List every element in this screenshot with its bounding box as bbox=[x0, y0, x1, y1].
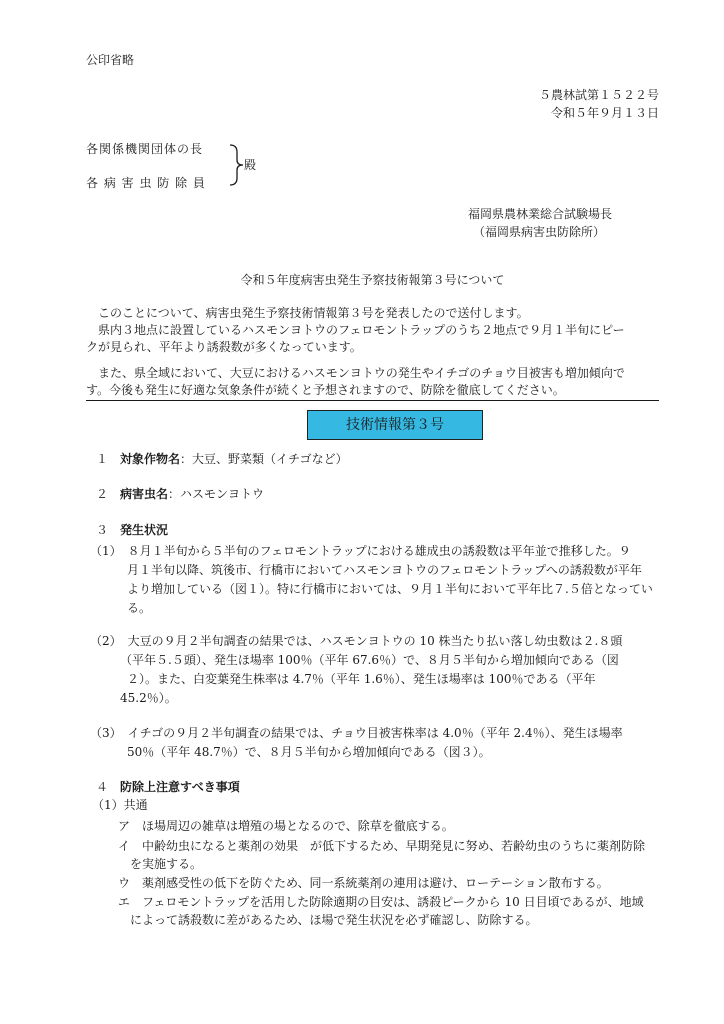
section-2-number: ２ bbox=[96, 487, 109, 501]
recipient-line-1: 各関係機関団体の長 bbox=[86, 142, 204, 156]
section-2-label: 病害虫名 bbox=[120, 487, 169, 501]
section-1-number: １ bbox=[96, 452, 109, 466]
section-1-value: ：大豆、野菜類（イチゴなど） bbox=[180, 452, 348, 466]
document-date: 令和５年９月１３日 bbox=[550, 106, 659, 120]
section-4-label: 防除上注意すべき事項 bbox=[120, 780, 240, 794]
sender-line-1: 福岡県農林業総合試験場長 bbox=[468, 207, 613, 221]
status-item-2-line-3: ２）。また、白変葉発生株率は 4.7％（平年 1.6％）、発生ほ場率は 100％である（平年 bbox=[127, 672, 596, 686]
measures-common-heading: （1）共通 bbox=[92, 798, 148, 812]
measure-e-line-1: エ フェロモントラップを活用した防除適期の目安は、誘殺ピークから 10 日目頃であるが、地域 bbox=[118, 895, 644, 909]
recipient-line-2: 各 病 害 虫 防 除 員 bbox=[86, 176, 206, 190]
intro-paragraph-2-line-2: クが見られ、平年より誘殺数が多くなっています。 bbox=[86, 340, 362, 354]
intro-paragraph-1: このことについて、病害虫発生予察技術情報第３号を発表したので送付します。 bbox=[98, 306, 529, 320]
status-item-1-line-1: （1） ８月１半旬から５半旬のフェロモントラップにおける雄成虫の誘殺数は平年並で推移した。９ bbox=[90, 544, 631, 558]
status-item-1-line-2: 月１半旬以降、筑後市、行橋市においてハスモンヨトウのフェロモントラップへの誘殺数が平年 bbox=[127, 563, 642, 577]
section-1-label: 対象作物名 bbox=[120, 452, 181, 466]
section-2-value: ：ハスモンヨトウ bbox=[168, 487, 265, 501]
document-number: ５農林試第１５２２号 bbox=[538, 88, 659, 102]
status-item-3-line-2: 50％（平年 48.7％）で、８月５半旬から増加傾向である（図３）。 bbox=[127, 745, 491, 759]
measure-i-line-1: イ 中齢幼虫になると薬剤の効果 が低下するため、早期発見に努め、若齢幼虫のうちに薬剤防除 bbox=[118, 839, 646, 853]
technical-info-title: 技術情報第３号 bbox=[307, 410, 483, 440]
intro-paragraph-2-line-1: 県内３地点に設置しているハスモンヨトウのフェロモントラップのうち２地点で９月１半旬にピー bbox=[98, 323, 625, 337]
measure-i-line-2: を実施する。 bbox=[130, 857, 203, 871]
section-divider bbox=[86, 400, 659, 401]
measure-u: ウ 薬剤感受性の低下を防ぐため、同一系統薬剤の連用は避け、ローテーション散布する。 bbox=[118, 876, 609, 890]
measure-a: ア ほ場周辺の雑草は増殖の場となるので、除草を徹底する。 bbox=[118, 819, 454, 833]
section-4-heading bbox=[96, 779, 240, 795]
section-1-heading bbox=[96, 451, 348, 467]
recipient-honorific: 殿 bbox=[244, 158, 257, 172]
sender-line-2: （福岡県病害虫防除所） bbox=[473, 225, 606, 239]
document-subject: 令和５年度病害虫発生予察技術報第３号について bbox=[240, 273, 505, 287]
section-2-heading bbox=[96, 486, 264, 502]
section-3-number: ３ bbox=[96, 523, 109, 537]
section-4-number: ４ bbox=[96, 780, 109, 794]
intro-paragraph-3-line-1: また、県全域において、大豆におけるハスモンヨトウの発生やイチゴのチョウ目被害も増加傾向で bbox=[98, 366, 625, 380]
status-item-3-line-1: （3） イチゴの９月２半旬調査の結果では、チョウ目被害株率は 4.0％（平年 2.4％）、発生ほ場率 bbox=[90, 726, 623, 740]
seal-omitted-note: 公印省略 bbox=[86, 53, 135, 67]
status-item-1-line-3: より増加している（図１）。特に行橋市においては、９月１半旬において平年比７.５倍となってい bbox=[127, 582, 653, 596]
section-3-heading bbox=[96, 522, 168, 538]
measure-e-line-2: によって誘殺数に差があるため、ほ場で発生状況を必ず確認し、防除する。 bbox=[130, 913, 538, 927]
status-item-1-line-4: る。 bbox=[127, 601, 152, 615]
status-item-2-line-2: （平年５.５頭）、発生ほ場率 100％（平年 67.6％）で、８月５半旬から増加傾向である（図 bbox=[120, 653, 619, 667]
status-item-2-line-4: 45.2％）。 bbox=[120, 691, 177, 705]
intro-paragraph-3-line-2: す。今後も発生に好適な気象条件が続くと予想されますので、防除を徹底してください。 bbox=[86, 383, 565, 397]
section-3-label: 発生状況 bbox=[120, 523, 169, 537]
status-item-2-line-1: （2） 大豆の９月２半旬調査の結果では、ハスモンヨトウの 10 株当たり払い落し幼虫数は２.８頭 bbox=[90, 634, 623, 648]
